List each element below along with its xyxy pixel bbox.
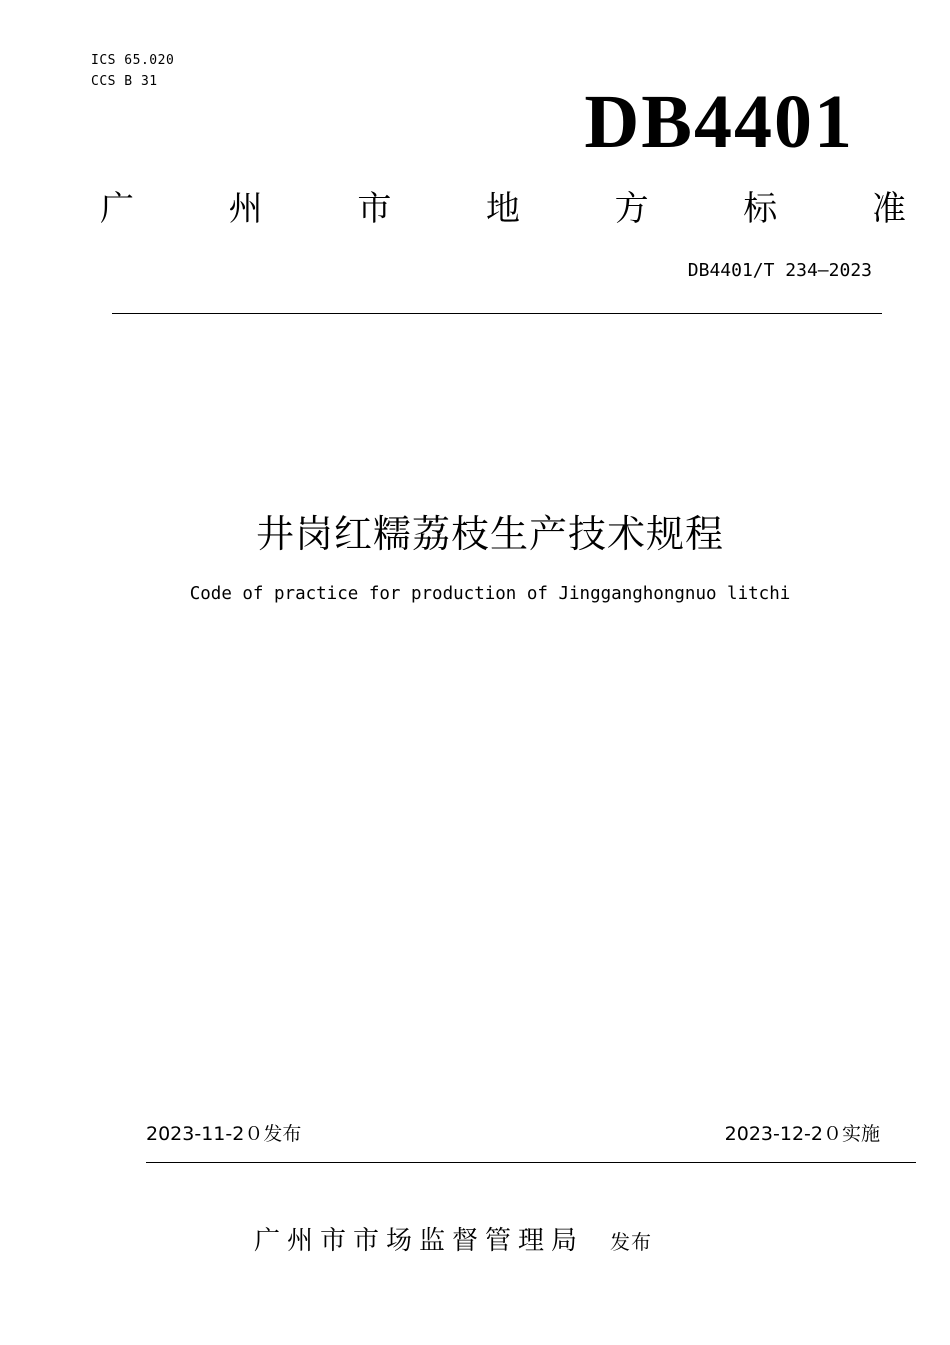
standard-number: DB4401/T 234—2023: [687, 260, 872, 281]
implementation-date: 2023-12-2０实施: [724, 1123, 880, 1145]
publisher-suffix: 发布: [610, 1230, 653, 1254]
top-divider: [112, 313, 882, 314]
standard-kind-char: 标: [743, 189, 778, 229]
standard-code-large: DB4401: [584, 80, 854, 164]
issue-date: 2023-11-2０发布: [146, 1123, 302, 1145]
standard-kind-char: 广: [100, 189, 134, 229]
standard-kind-char: 州: [228, 189, 263, 229]
publisher-line: [254, 1223, 652, 1260]
document-title-chinese: 井岗红糯荔枝生产技术规程: [255, 512, 724, 556]
ics-code: ICS 65.020: [91, 53, 175, 68]
standard-kind-char: 方: [614, 189, 649, 229]
standard-kind-char: 地: [485, 189, 520, 229]
ccs-code: CCS B 31: [91, 74, 158, 89]
standard-kind-heading: [100, 187, 906, 231]
publisher-name: 广州市市场监督管理局: [254, 1226, 585, 1256]
standard-kind-char: 市: [357, 189, 392, 229]
document-title-english: Code of practice for production of Jingganghongnuo litchi: [189, 584, 791, 604]
bottom-divider: [146, 1162, 916, 1163]
standard-kind-char: 准: [871, 189, 906, 229]
